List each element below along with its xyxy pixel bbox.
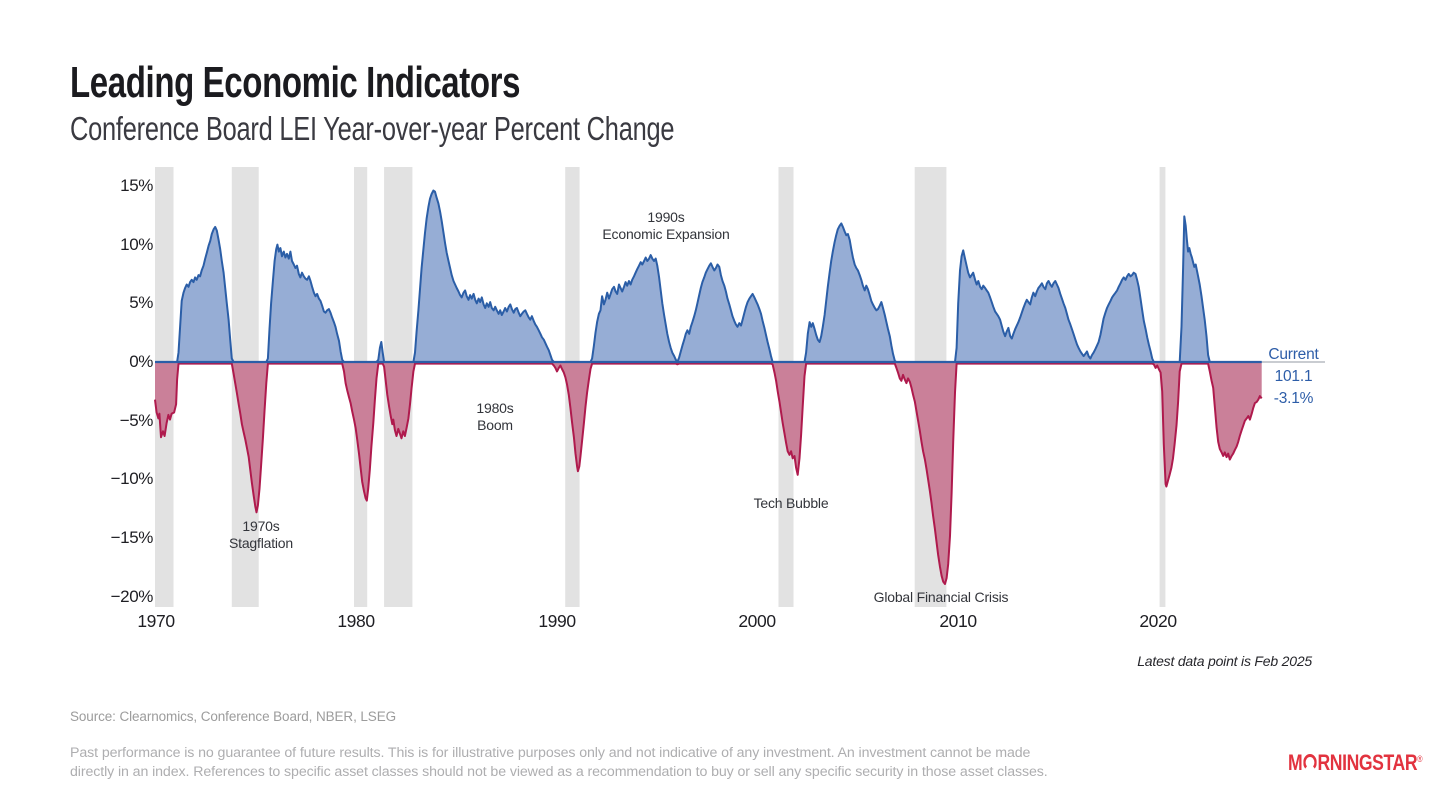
y-tick-5: 5% bbox=[129, 293, 153, 312]
annotation-line: 1990s bbox=[647, 209, 685, 225]
disclaimer-line-2: directly in an index. References to specific asset classes should not be viewed as a recommendation to buy or sell any specific security in those asset classes. bbox=[70, 763, 1048, 780]
logo-text-post: RNINGSTAR bbox=[1317, 750, 1418, 775]
page-title: Leading Economic Indicators bbox=[70, 58, 521, 107]
morningstar-logo bbox=[1288, 750, 1423, 776]
y-tick-neg15: −15% bbox=[110, 528, 153, 547]
annotation-line: Boom bbox=[477, 417, 513, 433]
y-tick-neg10: −10% bbox=[110, 469, 153, 488]
x-tick-1970: 1970 bbox=[137, 611, 175, 631]
page-subtitle: Conference Board LEI Year-over-year Percent Change bbox=[70, 110, 675, 147]
morningstar-o-icon bbox=[1303, 754, 1317, 771]
annotation-line: Economic Expansion bbox=[602, 226, 730, 242]
disclaimer-text bbox=[70, 744, 1048, 781]
x-tick-1980: 1980 bbox=[337, 611, 375, 631]
current-title: Current bbox=[1268, 346, 1319, 363]
x-tick-2010: 2010 bbox=[939, 611, 977, 631]
y-tick-neg5: −5% bbox=[119, 411, 153, 430]
annotation-line: 1970s bbox=[242, 518, 280, 534]
current-index-value: 101.1 bbox=[1274, 368, 1313, 385]
annotation-expansion bbox=[566, 209, 766, 243]
latest-data-note: Latest data point is Feb 2025 bbox=[1137, 653, 1312, 669]
disclaimer-line-1: Past performance is no guarantee of future results. This is for illustrative purposes only and not indicative of any investment. An investment cannot be made bbox=[70, 745, 1031, 761]
current-yoy-value: -3.1% bbox=[1273, 390, 1314, 407]
annotation-stagflation bbox=[186, 518, 336, 552]
x-tick-2000: 2000 bbox=[738, 611, 776, 631]
y-tick-neg20: −20% bbox=[110, 587, 153, 606]
registered-trademark-icon: ® bbox=[1417, 754, 1423, 764]
y-tick-10: 10% bbox=[120, 235, 153, 254]
logo-text-pre: M bbox=[1288, 750, 1303, 775]
x-tick-2020: 2020 bbox=[1139, 611, 1177, 631]
annotation-tech-bubble: Tech Bubble bbox=[753, 495, 829, 511]
annotation-gfc: Global Financial Crisis bbox=[873, 589, 1009, 605]
current-value-label bbox=[1243, 344, 1344, 410]
source-text: Source: Clearnomics, Conference Board, NBER, LSEG bbox=[70, 709, 396, 724]
x-tick-1990: 1990 bbox=[538, 611, 576, 631]
annotation-boom bbox=[420, 400, 570, 434]
annotation-line: 1980s bbox=[476, 400, 514, 416]
y-tick-0: 0% bbox=[129, 352, 153, 371]
y-tick-15: 15% bbox=[120, 176, 153, 195]
annotation-line: Stagflation bbox=[229, 535, 293, 551]
